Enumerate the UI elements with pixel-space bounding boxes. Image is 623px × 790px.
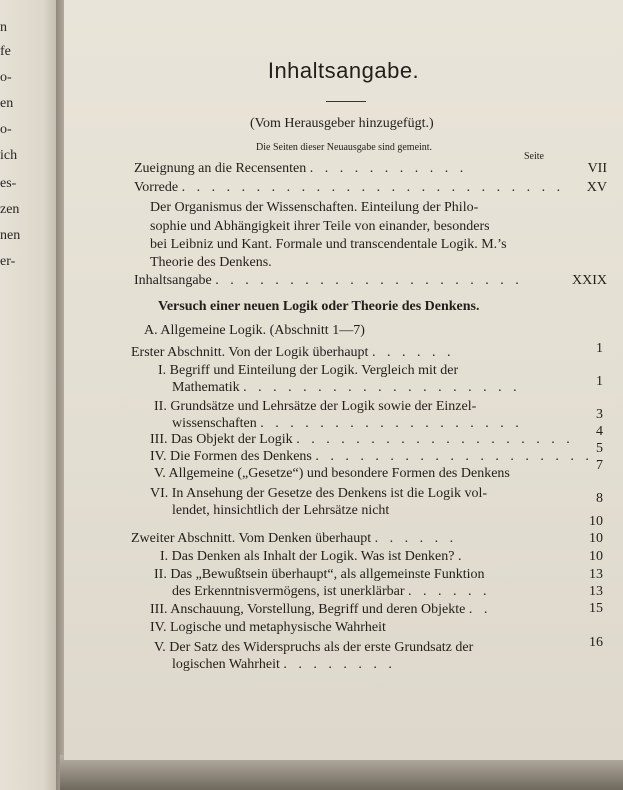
leader-dots: . . . . . . . . . . . . . . . . . . bbox=[260, 416, 523, 431]
section-title: Erster Abschnitt. Von der Logik überhaupt . . . . . . bbox=[131, 345, 455, 360]
toc-entry-page: VII bbox=[587, 161, 607, 176]
section-page: 10 bbox=[589, 531, 603, 546]
left-page-fragment: n bbox=[0, 20, 7, 35]
leader-dots: . . . . . . . . . . . . . . . . . . . bbox=[296, 432, 574, 447]
toc-item-line: III. Anschauung, Vorstellung, Begriff und deren Objekte . . bbox=[150, 602, 492, 617]
leader-dots: . . . . . . . . bbox=[283, 657, 396, 672]
toc-item-line: V. Allgemeine („Gesetze“) und besondere Formen des Denkens bbox=[154, 466, 510, 481]
left-page-fragment: o- bbox=[0, 122, 12, 137]
leader-dots: . . . . . . bbox=[371, 345, 455, 360]
toc-item-line: Mathematik . . . . . . . . . . . . . . . . . . . bbox=[172, 380, 521, 395]
toc-item-line: lendet, hinsichtlich der Lehrsätze nicht bbox=[172, 503, 390, 518]
toc-item-line: des Erkenntnisvermögens, ist unerklärbar . . . . . . bbox=[172, 584, 491, 599]
leader-dots: . . . . . . . . . . . . . . . . . . . bbox=[243, 380, 521, 395]
toc-item-line: VI. In Ansehung der Gesetze des Denkens ist die Logik vol- bbox=[150, 486, 488, 501]
section-title: Zweiter Abschnitt. Vom Denken überhaupt . . . . . . bbox=[131, 531, 458, 546]
toc-item-line: V. Der Satz des Widerspruchs als der erste Grundsatz der bbox=[154, 640, 474, 655]
toc-item-page: 13 bbox=[589, 567, 603, 582]
leader-dots: . . . . . . . . . . . . . . . . . . . . . bbox=[215, 273, 523, 288]
left-page-fragment: nen bbox=[0, 228, 21, 243]
book-page bbox=[64, 0, 623, 760]
left-page-fragment: o- bbox=[0, 70, 12, 85]
page-bottom-shadow bbox=[60, 755, 623, 790]
editor-note: (Vom Herausgeber hinzugefügt.) bbox=[250, 116, 434, 131]
left-page-fragment: er- bbox=[0, 254, 16, 269]
left-page-edge bbox=[0, 0, 62, 790]
toc-item-page: 8 bbox=[596, 491, 603, 506]
toc-item-page: 5 bbox=[596, 441, 603, 456]
leader-dots: . bbox=[457, 549, 466, 564]
toc-item-page: 7 bbox=[596, 458, 603, 473]
leader-dots: . . . . . . . . . . . . . . . . . . . . . . . . . . bbox=[181, 180, 565, 195]
left-page-fragment: ich bbox=[0, 148, 18, 163]
toc-item-line: II. Das „Bewußtsein überhaupt“, als allgemeinste Funktion bbox=[154, 567, 485, 582]
main-heading: Versuch einer neuen Logik oder Theorie des Denkens. bbox=[158, 299, 480, 314]
toc-item-page: 3 bbox=[596, 407, 603, 422]
toc-item-line: logischen Wahrheit . . . . . . . . bbox=[172, 657, 396, 672]
toc-item-line: IV. Die Formen des Denkens . . . . . . . . . . . . . . . . . . . bbox=[150, 449, 593, 464]
left-page-fragment: es- bbox=[0, 176, 17, 191]
vorrede-summary-line: sophie und Abhängigkeit ihrer Teile von einander, besonders bbox=[150, 219, 490, 234]
left-page-fragment: en bbox=[0, 96, 14, 111]
toc-entry-title: Zueignung an die Recensenten . . . . . . . . . . . bbox=[134, 161, 468, 176]
toc-entry-page: XV bbox=[586, 180, 607, 195]
toc-item-page: 4 bbox=[596, 424, 603, 439]
toc-item-line: II. Grundsätze und Lehrsätze der Logik sowie der Einzel- bbox=[154, 399, 477, 414]
left-page-fragment: fe bbox=[0, 44, 11, 59]
leader-dots: . . . . . . . . . . . . . . . . . . . bbox=[315, 449, 593, 464]
page-title: Inhaltsangabe. bbox=[267, 58, 420, 83]
vorrede-summary-line: Der Organismus der Wissenschaften. Einteilung der Philo- bbox=[150, 200, 479, 215]
pages-note: Die Seiten dieser Neuausgabe sind gemeint. bbox=[256, 142, 433, 153]
toc-entry-title: Vorrede . . . . . . . . . . . . . . . . . . . . . . . . . . bbox=[134, 180, 565, 195]
toc-item-line: wissenschaften . . . . . . . . . . . . . . . . . . bbox=[172, 416, 523, 431]
toc-item-line: I. Das Denken als Inhalt der Logik. Was ist Denken? . bbox=[160, 549, 466, 564]
part-heading: A. Allgemeine Logik. (Abschnitt 1—7) bbox=[144, 323, 365, 338]
toc-item-page: 13 bbox=[589, 584, 603, 599]
left-page-fragment: zen bbox=[0, 202, 20, 217]
toc-item-line: I. Begriff und Einteilung der Logik. Vergleich mit der bbox=[158, 363, 459, 378]
leader-dots: . . . . . . bbox=[374, 531, 458, 546]
toc-item-line: III. Das Objekt der Logik . . . . . . . . . . . . . . . . . . . bbox=[150, 432, 574, 447]
leader-dots: . . bbox=[468, 602, 492, 617]
vorrede-summary-line: bei Leibniz und Kant. Formale und transcendentale Logik. M.’s bbox=[150, 237, 507, 252]
toc-item-page: 10 bbox=[589, 549, 603, 564]
section-end-page: 10 bbox=[589, 514, 603, 529]
vorrede-summary-line: Theorie des Denkens. bbox=[150, 255, 272, 270]
seite-label: Seite bbox=[524, 151, 544, 162]
section-page: 1 bbox=[596, 341, 603, 356]
toc-entry-title: Inhaltsangabe . . . . . . . . . . . . . . . . . . . . . bbox=[134, 273, 523, 288]
leader-dots: . . . . . . bbox=[408, 584, 491, 599]
toc-item-page: 15 bbox=[589, 601, 603, 616]
leader-dots: . . . . . . . . . . . bbox=[309, 161, 468, 176]
toc-entry-page: XXIX bbox=[572, 273, 607, 288]
toc-item-page: 16 bbox=[589, 635, 603, 650]
toc-item-page: 1 bbox=[596, 374, 603, 389]
title-divider bbox=[326, 101, 366, 102]
toc-item-line: IV. Logische und metaphysische Wahrheit bbox=[150, 620, 386, 635]
